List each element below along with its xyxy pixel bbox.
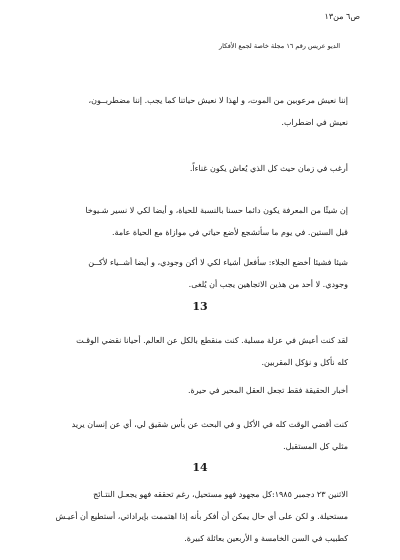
text-line: مستحيلة. و لكن على أي حال يمكن أن أفكر بأنه إذا اهتممت بإيراداتي، أستطيع أن أعيـش <box>55 512 348 521</box>
text-line: أخبار الحقيقة فقط تجعل العقل المحير في حيرة. <box>188 386 348 395</box>
text-line: نعيش في اضطراب. <box>281 118 348 127</box>
paragraph-6 <box>48 380 348 402</box>
text-line: كطبيب في السن الخامسة و الأربعين بعائلة كبيرة. <box>184 534 348 543</box>
text-line: قبل الستين. في يوم ما سأتشجع لأضع حياتي في موازاة مع الحياة عامة. <box>112 228 348 237</box>
text-line: الاثنين ٢٣ دجمبر ١٩٨٥:كل مجهود فهو مستحيل، رغم تحققه فهو يجعـل النتـائج <box>93 490 348 499</box>
paragraph-7 <box>48 414 348 458</box>
text-line: إن شيئًا من المعرفة يكون دائما حسنا بالنسبة للحياة، و أيضا لكي لا نسير شـيوخا <box>85 206 348 215</box>
text-line: كله نأكل و نؤكل المقربين. <box>261 358 348 367</box>
paragraph-5 <box>48 330 348 374</box>
text-line: وجودي. لا أحد من هذين الاتجاهين يجب أن يُلغى. <box>188 280 348 289</box>
text-line: لقد كنت أعيش في عزلة مسلية. كنت منقطع بالكل عن العالم. أحيانا نقضي الوقـت <box>76 336 348 345</box>
section-number: 13 <box>192 300 208 313</box>
paragraph-4 <box>48 252 348 296</box>
page-number: ص٦ من١٣ <box>324 12 360 21</box>
text-line: شيئا فشيئا أخضع الجلاء: سأفعل أشياء لكي لا أكن وجودي، و أيضا أشــياء لأكــن <box>88 258 348 267</box>
section-number: 14 <box>192 461 208 474</box>
text-line: أرغب في زمان حيث كل الذي يُعاش يكون غناءاً. <box>189 164 348 173</box>
text-line: إننا نعيش مرعوبين من الموت، و لهذا لا نعيش حياتنا كما يجب. إننا مضطربــون، <box>88 96 348 105</box>
text-line: مثلي كل المستقبل. <box>283 442 348 451</box>
paragraph-8 <box>48 484 348 550</box>
running-header: الديو عريس رقم ١٦ مجلة خاصة لجمع الأفكار <box>219 42 340 50</box>
paragraph-1 <box>48 90 348 134</box>
paragraph-2 <box>48 158 348 180</box>
paragraph-3 <box>48 200 348 244</box>
text-line: كنت أقضي الوقت كله في الأكل و في البحث عن بأس شقيق لي، أي عن إنسان يريد <box>71 420 348 429</box>
